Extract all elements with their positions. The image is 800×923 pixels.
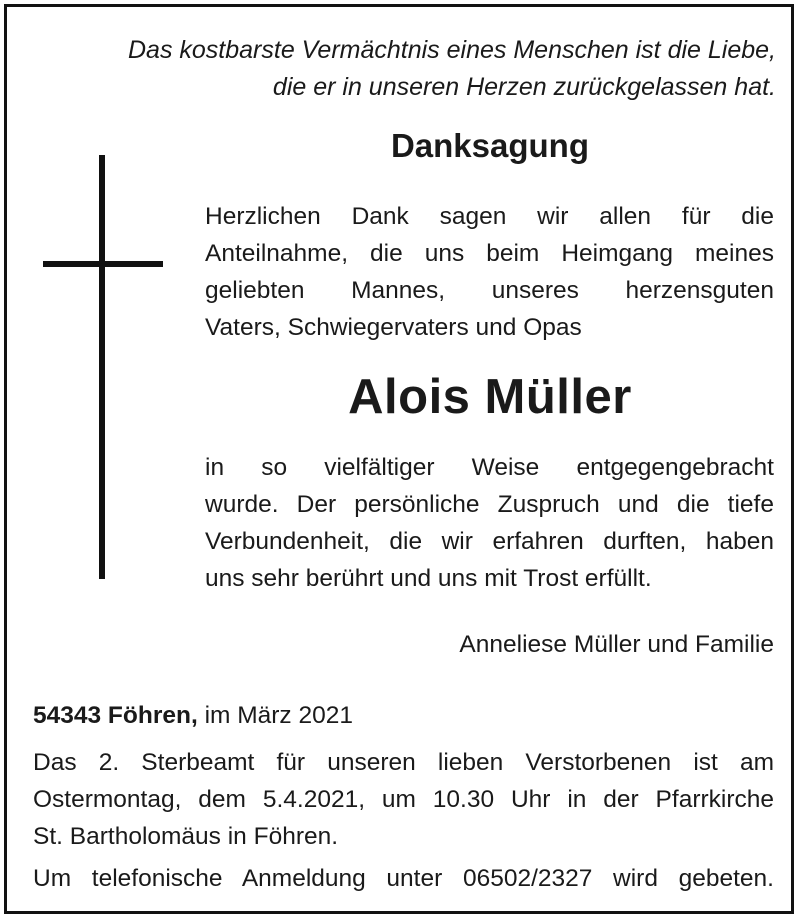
phone-registration-note: Um telefonische Anmeldung unter 06502/2327 wird gebeten. xyxy=(33,865,774,892)
quote-line-1: Das kostbarste Vermächtnis eines Menschen ist die Liebe, xyxy=(127,36,776,64)
intro-line-1: Herzlichen Dank sagen wir allen für die xyxy=(205,203,774,230)
closing-line-2: wurde. Der persönliche Zuspruch und die tiefe xyxy=(205,491,774,518)
closing-line-1: in so vielfältiger Weise entgegengebracht xyxy=(205,454,774,481)
memorial-quote xyxy=(36,32,776,106)
intro-paragraph xyxy=(205,198,774,346)
closing-line-3: Verbundenheit, die wir erfahren durften, haben xyxy=(205,528,774,555)
quote-line-2: die er in unseren Herzen zurückgelassen hat. xyxy=(272,73,776,101)
notice-heading: Danksagung xyxy=(390,127,590,164)
service-announcement xyxy=(33,744,774,855)
service-line-1: Das 2. Sterbeamt für unseren lieben Verstorbenen ist am xyxy=(33,749,774,776)
closing-paragraph xyxy=(205,449,774,597)
cross-vertical-beam xyxy=(99,155,105,579)
intro-line-3: geliebten Mannes, unseres herzensguten xyxy=(205,277,774,304)
place: 54343 Föhren, xyxy=(33,702,198,729)
intro-line-2: Anteilnahme, die uns beim Heimgang meines xyxy=(205,240,774,267)
service-line-3: St. Bartholomäus in Föhren. xyxy=(33,823,339,850)
service-line-2: Ostermontag, dem 5.4.2021, um 10.30 Uhr in der Pfarrkirche xyxy=(33,786,774,813)
cross-horizontal-beam xyxy=(43,261,163,267)
date: im März 2021 xyxy=(204,702,353,729)
place-date-line xyxy=(33,699,353,733)
signature: Anneliese Müller und Familie xyxy=(459,631,774,658)
deceased-name: Alois Müller xyxy=(348,370,632,424)
intro-line-4: Vaters, Schwiegervaters und Opas xyxy=(205,314,582,341)
closing-line-4: uns sehr berührt und uns mit Trost erfüllt. xyxy=(205,565,652,592)
